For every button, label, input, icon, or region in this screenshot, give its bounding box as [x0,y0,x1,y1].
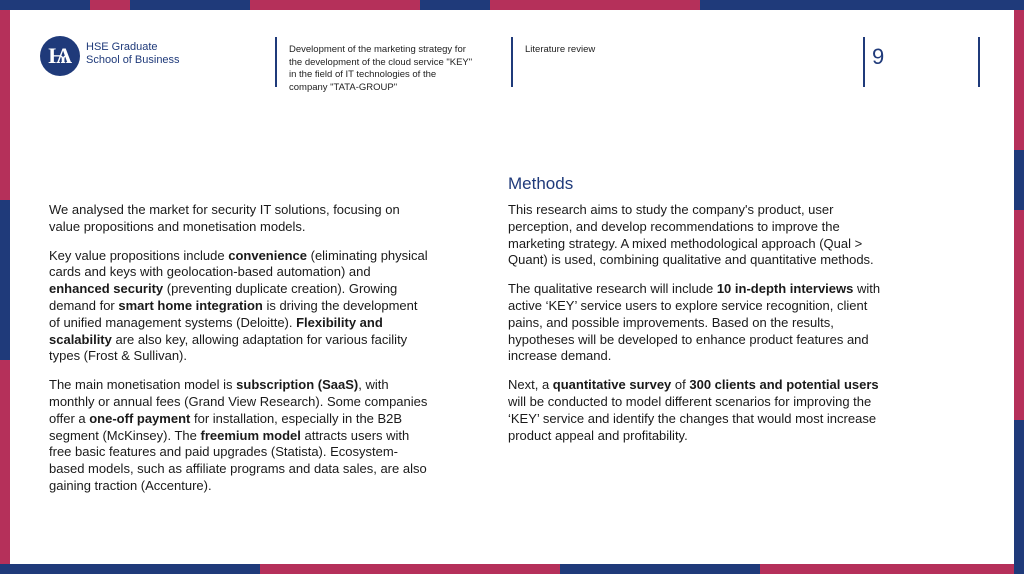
header-divider [863,37,865,87]
header-divider [511,37,513,87]
logo-text [86,41,180,67]
bold-phrase: smart home integration [118,297,263,313]
text-run: Next, a [508,377,553,393]
text-run: This research aims to study the company's product, user perception, and develop recommendations to improve the marketing strategy. A mixed methodological approach (Qual > Quant) is used, combining qualitative and quantitative methods. [508,202,874,268]
right-paragraph-2 [508,281,888,365]
section-title: Literature review [525,44,596,55]
text-run: The qualitative research will include [508,281,717,297]
border-strip [1014,150,1024,210]
methods-heading: Methods [508,174,574,193]
right-paragraph-1 [508,202,888,269]
text-run: will be conducted to model different scenarios for improving the ‘KEY’ service and identify the changes that would most increase product appeal and profitability. [508,393,877,443]
presentation-title: Development of the marketing strategy for the development of the cloud service "KEY" in the field of IT technologies of the company "TATA-GROUP" [289,44,473,93]
left-paragraph-2 [49,248,429,366]
bold-phrase: quantitative survey [552,377,672,393]
bold-phrase: 10 in-depth interviews [716,281,854,297]
text-run: , with monthly or annual fees (Grand View Research). Some companies offer a [49,377,428,426]
border-strip [1014,420,1024,574]
text-run: attracts users with free basic features and paid upgrades (Statista). Ecosystem-based models, such as affiliate programs and data sales, are also gaining traction (Accenture). [49,427,427,493]
border-strip [0,564,260,574]
page-number: 9 [872,44,885,69]
text-run: (preventing duplicate creation). Growing demand for [49,281,398,313]
left-paragraph-1: We analysed the market for security IT solutions, focusing on value propositions and monetisation models. [49,202,400,234]
right-paragraph-3 [508,377,888,444]
bold-phrase: freemium model [200,427,301,443]
hse-logo [40,36,200,82]
right-column [508,202,888,456]
border-strip [700,0,1024,10]
header-divider [978,37,980,87]
logo-line-1: HSE Graduate [86,41,158,53]
text-run: of [671,377,690,393]
header-divider [275,37,277,87]
text-run: Key value propositions include [49,247,229,263]
bold-phrase: one-off payment [89,410,191,426]
left-column [49,202,429,507]
border-strip [420,0,490,10]
text-run: The main monetisation model is [49,377,237,393]
text-run: are also key, allowing adaptation for various facility types (Frost & Sullivan). [49,331,408,364]
slide [10,10,1014,564]
text-run: (eliminating physical cards and keys with geolocation-based automation) and [49,247,428,280]
bold-phrase: enhanced security [49,281,164,297]
logo-line-2: School of Business [86,54,180,66]
bold-phrase: subscription (SaaS) [236,377,359,393]
border-strip [560,564,760,574]
bold-phrase: Flexibility and scalability [49,314,383,347]
left-paragraph-3 [49,377,429,495]
text-run: with active ‘KEY’ service users to explore service recognition, client pains, and possible improvements. Based on the results, hypotheses will be developed to enhance product features and increase demand. [508,281,881,364]
text-run: is driving the development of unified management systems (Deloitte). [49,297,418,330]
border-strip [0,200,10,360]
bold-phrase: convenience [228,247,307,263]
hse-logo-icon: Ѩ [40,36,80,76]
border-strip [130,0,250,10]
bold-phrase: 300 clients and potential users [689,377,879,393]
border-strip [0,0,90,10]
text-run: for installation, especially in the B2B segment (McKinsey). The [49,410,403,443]
